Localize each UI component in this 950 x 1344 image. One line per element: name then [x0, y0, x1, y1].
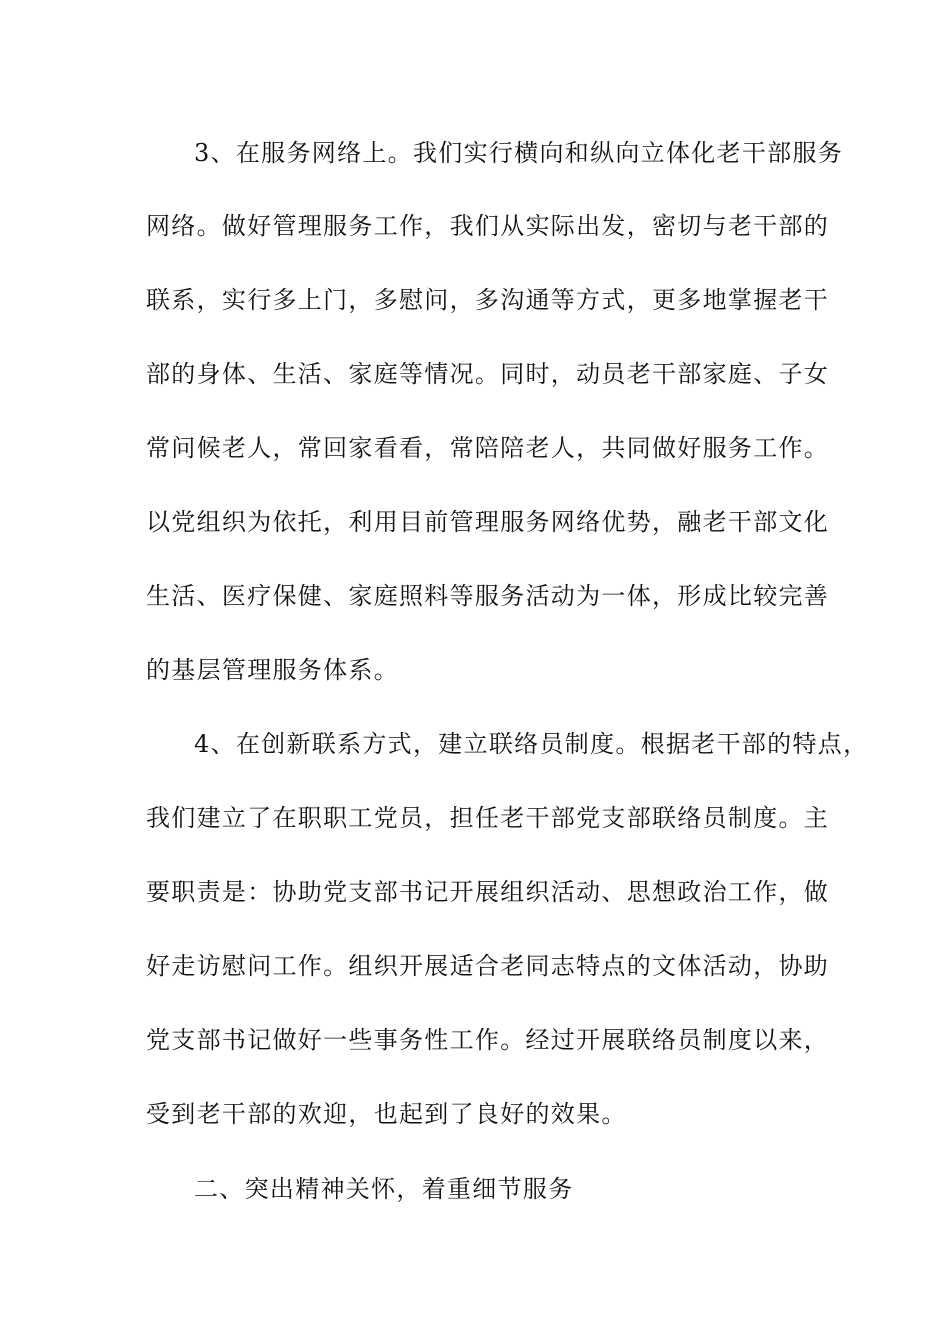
paragraph-1-line-7: 生活、医疗保健、家庭照料等服务活动为一体，形成比较完善 [146, 582, 830, 610]
paragraph-1-line-4: 部的身体、生活、家庭等情况。同时，动员老干部家庭、子女 [146, 360, 830, 388]
paragraph-1-line-8: 的基层管理服务体系。 [146, 656, 399, 684]
paragraph-1-line-6: 以党组织为依托，利用目前管理服务网络优势，融老干部文化 [146, 508, 830, 536]
paragraph-1-line-2: 网络。做好管理服务工作，我们从实际出发，密切与老干部的 [146, 212, 830, 240]
paragraph-1-line-5: 常问候老人，常回家看看，常陪陪老人，共同做好服务工作。 [146, 434, 830, 462]
paragraph-2-line-5: 党支部书记做好一些事务性工作。经过开展联络员制度以来， [146, 1026, 830, 1054]
paragraph-2-line-4: 好走访慰问工作。组织开展适合老同志特点的文体活动，协助 [146, 952, 830, 980]
paragraph-2-line-1: 4、在创新联系方式，建立联络员制度。根据老干部的特点， [194, 730, 869, 758]
paragraph-1-line-3: 联系，实行多上门，多慰问，多沟通等方式，更多地掌握老干 [146, 286, 830, 314]
paragraph-1-line-1: 3、在服务网络上。我们实行横向和纵向立体化老干部服务 [194, 139, 844, 167]
paragraph-2-line-2: 我们建立了在职职工党员，担任老干部党支部联络员制度。主 [146, 804, 830, 832]
section-heading: 二、突出精神关怀，着重细节服务 [194, 1175, 574, 1203]
paragraph-2-line-6: 受到老干部的欢迎，也起到了良好的效果。 [146, 1100, 627, 1128]
paragraph-2-line-3: 要职责是：协助党支部书记开展组织活动、思想政治工作，做 [146, 878, 830, 906]
